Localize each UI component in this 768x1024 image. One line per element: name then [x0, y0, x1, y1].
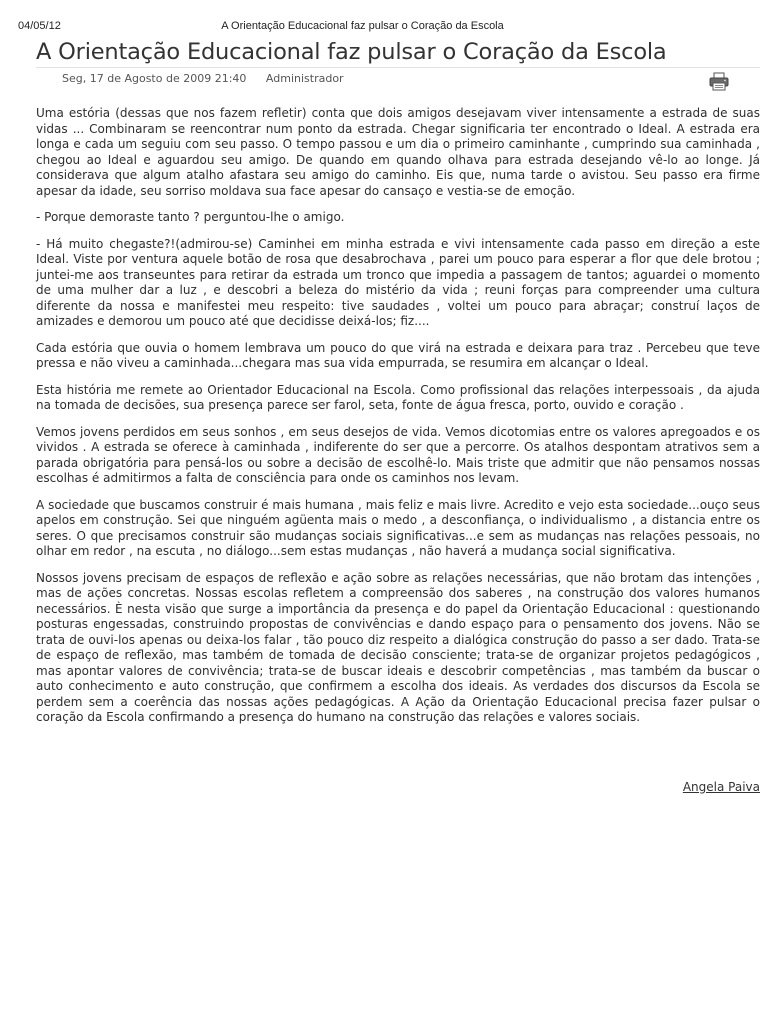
- author-signature-link[interactable]: Angela Paiva: [682, 780, 760, 794]
- title-divider: [36, 67, 760, 68]
- article-body: [36, 106, 760, 737]
- paragraph: - Há muito chegaste?!(admirou-se) Caminhei em minha estrada e vivi intensamente cada passo em direção a este Ideal. Viste por ventura aquele botão de rosa que desabrochava , parei um pouco para esperar a flor que dele brotou ; juntei-me aos transeuntes para retirar da estrada um tronco que impedia a passagem de tantos; aguardei o momento de uma mulher dar a luz , e descobri a beleza do mistério da vida ; reuni forças para compreender uma cultura diferente da nossa e manifestei meu respeito: tive saudades , voltei um pouco para abraçar; construí laços de amizades e demorou um pouco até que decidisse deixá-los; fiz....: [36, 236, 760, 328]
- article-author: Administrador: [265, 72, 344, 85]
- print-header: [0, 20, 768, 34]
- paragraph: Esta história me remete ao Orientador Educacional na Escola. Como profissional das relações interpessoais , da ajuda na tomada de decisões, sua presença parece ser farol, seta, fonte de água fresca, porto, ouvido e coração .: [36, 382, 760, 412]
- print-date: 04/05/12: [18, 20, 61, 32]
- paragraph: Vemos jovens perdidos em seus sonhos , em seus desejos de vida. Vemos dicotomias entre os valores apregoados e os vividos . A estrada se oferece à caminhada , indiferente do ser que a percorre. Os atalhos despontam atrativos sem a parada obrigatória para pensá-los ou sobre a decisão de escolhê-lo. Mais triste que admitir que não pensamos nossas escolhas é admitirmos a falta de consciência para onde os caminhos nos levam.: [36, 424, 760, 485]
- paragraph: Nossos jovens precisam de espaços de reflexão e ação sobre as relações necessárias, que não brotam das intenções , mas de ações concretas. Nossas escolas refletem a compreensão dos saberes , na construção dos valores humanos necessários. È nesta visão que surge a importância da presença e do papel da Orientação Educacional : questionando posturas engessadas, construindo propostas de convivências e dando espaço para o pensamento dos jovens. Não se trata de ouvi-los apenas ou deixa-los falar , tão pouco diz respeito a dialógica construção do passo a ser dado. Trata-se de espaço de reflexão, mas também de tomada de decisão consciente; trata-se de organizar projetos pedagógicos , mas apontar valores de convivência; trata-se de buscar ideais e descobrir competências , mas também da buscar o auto conhecimento e auto construção, que confirmem a escolha dos ideais. As verdades dos discursos da Escola se perdem sem a coerência das nossas ações pedagógicas. A Ação da Orientação Educacional precisa fazer pulsar o coração da Escola confirmando a presença do humano na construção das relações e valores sociais.: [36, 570, 760, 724]
- article-date: Seg, 17 de Agosto de 2009 21:40: [62, 72, 247, 85]
- print-header-title: A Orientação Educacional faz pulsar o Coração da Escola: [221, 20, 504, 32]
- paragraph: Uma estória (dessas que nos fazem refletir) conta que dois amigos desejavam viver intensamente a estrada de suas vidas ... Combinaram se reencontrar num ponto da estrada. Chegar significaria ter encontrado o Ideal. A estrada era longa e cada um seguiu com seu passo. O tempo passou e um dia o primeiro caminhante , cumprindo sua caminhada , chegou ao Ideal e aguardou seu amigo. De quando em quando olhava para estrada desejando vê-lo ao longe. Já considerava que algum atalho afastara seu amigo do caminho. Eis que, numa tarde o avistou. Seu passo era firme apesar da idade, seu sorriso moldava sua face apesar do cansaço e vestia-se de emoção.: [36, 106, 760, 198]
- paragraph: A sociedade que buscamos construir é mais humana , mais feliz e mais livre. Acredito e vejo esta sociedade...ouço seus apelos em construção. Sei que ninguém agüenta mais o medo , a desconfiança, o individualismo , a distancia entre os seres. O que precisamos construir são mudanças sociais significativas...e sem as mudanças nas relações pessoais, no olhar em redor , na escuta , no diálogo...sem estas mudanças , não haverá a mudança social significativa.: [36, 497, 760, 558]
- paragraph: Cada estória que ouvia o homem lembrava um pouco do que virá na estrada e deixara para traz . Percebeu que teve pressa e não viveu a caminhada...chegara mas sua vida empurrada, se resumira em alcançar o Ideal.: [36, 340, 760, 370]
- signature: [36, 779, 760, 795]
- article-meta: [62, 72, 344, 86]
- printer-icon[interactable]: [708, 72, 730, 92]
- article-title: A Orientação Educacional faz pulsar o Coração da Escola: [36, 39, 667, 65]
- paragraph: - Porque demoraste tanto ? perguntou-lhe o amigo.: [36, 210, 345, 224]
